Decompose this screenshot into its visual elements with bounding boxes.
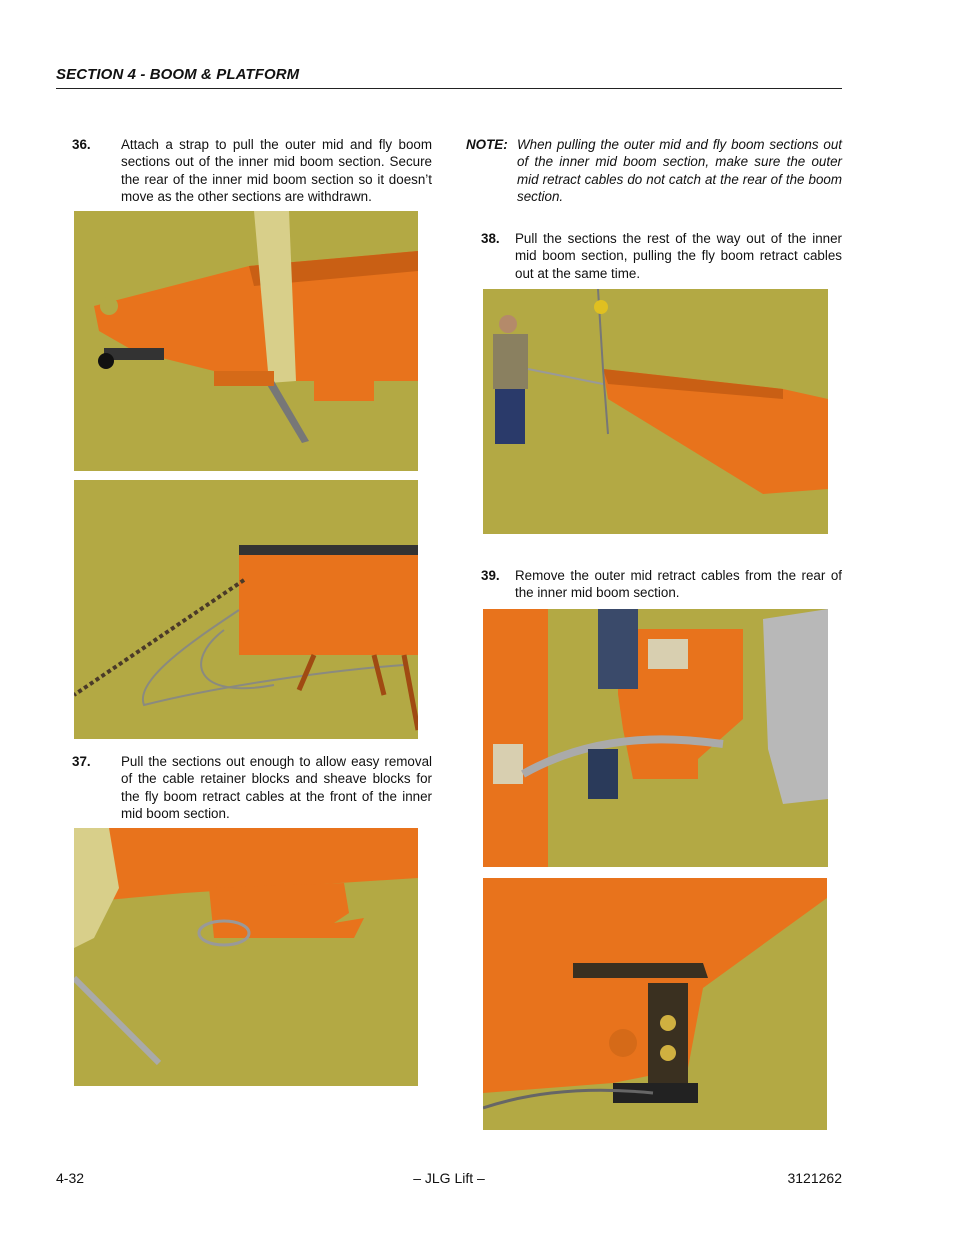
step-number: 37. [72, 754, 91, 769]
photo-boom-strap [74, 211, 418, 471]
photo-pulling-boom [483, 289, 828, 534]
step-text: Pull the sections the rest of the way out of the inner mid boom section, pulling the fly boom retract cables out at the same time. [515, 231, 842, 281]
step-number: 38. [481, 231, 500, 246]
photo-boom-rear [483, 878, 827, 1130]
section-title: SECTION 4 - BOOM & PLATFORM [56, 66, 300, 83]
step-39 [481, 567, 842, 602]
page-number: 4-32 [56, 1170, 85, 1186]
section-header [56, 66, 842, 89]
photo-sheave-block [74, 828, 418, 1086]
step-text: Remove the outer mid retract cables from the rear of the inner mid boom section. [515, 568, 842, 601]
step-38 [481, 230, 842, 282]
document-number: 3121262 [787, 1170, 842, 1186]
step-36 [72, 136, 432, 205]
note-label: NOTE: [466, 137, 508, 152]
photo-remove-cables [483, 609, 828, 867]
step-number: 39. [481, 568, 500, 583]
note-block [466, 136, 842, 205]
photo-cable-chains [74, 480, 418, 739]
step-text: Attach a strap to pull the outer mid and fly boom sections out of the inner mid boom section. Secure the rear of the inner mid boom section so it doesn’t move as the other sections are withdrawn. [121, 137, 432, 204]
step-number: 36. [72, 137, 91, 152]
note-text: When pulling the outer mid and fly boom sections out of the inner mid boom section, make sure the outer mid retract cables do not catch at the rear of the boom section. [517, 137, 842, 204]
step-37 [72, 753, 432, 822]
footer-brand: – JLG Lift – [413, 1170, 485, 1186]
step-text: Pull the sections out enough to allow easy removal of the cable retainer blocks and sheave blocks for the fly boom retract cables at the front of the inner mid boom section. [121, 754, 432, 821]
